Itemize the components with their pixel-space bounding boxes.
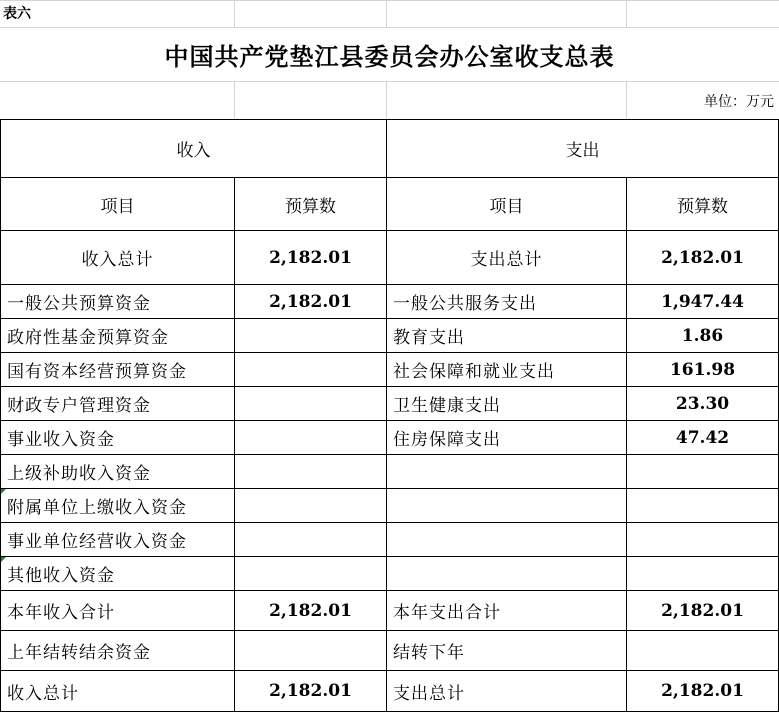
income-value [235, 421, 387, 455]
table-row [1, 523, 779, 557]
income-value: 2,182.01 [235, 591, 387, 631]
budget-table [0, 119, 779, 712]
expense-item: 支出总计 [387, 231, 627, 285]
cell-marker [1, 489, 6, 494]
expense-value: 2,182.01 [627, 591, 779, 631]
income-item: 其他收入资金 [1, 557, 235, 591]
expense-value [627, 523, 779, 557]
income-value [235, 387, 387, 421]
expense-value: 2,182.01 [627, 231, 779, 285]
income-section-header: 收入 [1, 120, 387, 178]
table-row [1, 421, 779, 455]
expense-item-header: 项目 [387, 178, 627, 231]
expense-value: 47.42 [627, 421, 779, 455]
income-item: 财政专户管理资金 [1, 387, 235, 421]
income-value [235, 455, 387, 489]
income-value [235, 353, 387, 387]
gridline [234, 81, 235, 119]
expense-value: 161.98 [627, 353, 779, 387]
income-budget-header: 预算数 [235, 178, 387, 231]
expense-item [387, 557, 627, 591]
expense-value [627, 631, 779, 671]
expense-item: 本年支出合计 [387, 591, 627, 631]
income-item: 上年结转结余资金 [1, 631, 235, 671]
table-row [1, 489, 779, 523]
income-item: 收入总计 [1, 231, 235, 285]
table-row [1, 631, 779, 671]
expense-value [627, 557, 779, 591]
expense-item: 住房保障支出 [387, 421, 627, 455]
expense-value: 23.30 [627, 387, 779, 421]
income-value: 2,182.01 [235, 671, 387, 712]
expense-value: 1.86 [627, 319, 779, 353]
page-title: 中国共产党垫江县委员会办公室收支总表 [164, 41, 615, 71]
income-value [235, 489, 387, 523]
income-item: 国有资本经营预算资金 [1, 353, 235, 387]
income-item: 附属单位上缴收入资金 [1, 489, 235, 523]
expense-section-header: 支出 [387, 120, 779, 178]
cell-marker [1, 557, 6, 562]
expense-budget-header: 预算数 [627, 178, 779, 231]
gridline [386, 81, 387, 119]
income-value [235, 523, 387, 557]
expense-item: 社会保障和就业支出 [387, 353, 627, 387]
table-row [1, 387, 779, 421]
income-item: 一般公共预算资金 [1, 285, 235, 319]
income-item-header: 项目 [1, 178, 235, 231]
gridline [386, 0, 387, 27]
income-value [235, 319, 387, 353]
expense-value: 2,182.01 [627, 671, 779, 712]
expense-item [387, 455, 627, 489]
expense-item: 结转下年 [387, 631, 627, 671]
section-header-row [1, 120, 779, 178]
expense-item: 一般公共服务支出 [387, 285, 627, 319]
income-item: 本年收入合计 [1, 591, 235, 631]
column-header-row [1, 178, 779, 231]
table-row [1, 455, 779, 489]
table-row [1, 671, 779, 712]
expense-item: 教育支出 [387, 319, 627, 353]
gridline [0, 81, 779, 82]
table-number-label: 表六 [3, 6, 31, 22]
gridline [234, 0, 235, 27]
table-row [1, 591, 779, 631]
income-item: 政府性基金预算资金 [1, 319, 235, 353]
gridline [0, 0, 779, 1]
table-row [1, 557, 779, 591]
income-item: 事业收入资金 [1, 421, 235, 455]
table-row [1, 285, 779, 319]
income-item: 事业单位经营收入资金 [1, 523, 235, 557]
expense-item [387, 523, 627, 557]
unit-label: 单位：万元 [704, 94, 774, 110]
expense-value [627, 489, 779, 523]
expense-item: 卫生健康支出 [387, 387, 627, 421]
gridline [626, 0, 627, 27]
income-value [235, 631, 387, 671]
income-item: 收入总计 [1, 671, 235, 712]
expense-value [627, 455, 779, 489]
expense-item: 支出总计 [387, 671, 627, 712]
income-value [235, 557, 387, 591]
gridline [626, 81, 627, 119]
table-row [1, 319, 779, 353]
expense-item [387, 489, 627, 523]
expense-value: 1,947.44 [627, 285, 779, 319]
table-row [1, 353, 779, 387]
income-item: 上级补助收入资金 [1, 455, 235, 489]
table-row [1, 231, 779, 285]
income-value: 2,182.01 [235, 285, 387, 319]
income-value: 2,182.01 [235, 231, 387, 285]
